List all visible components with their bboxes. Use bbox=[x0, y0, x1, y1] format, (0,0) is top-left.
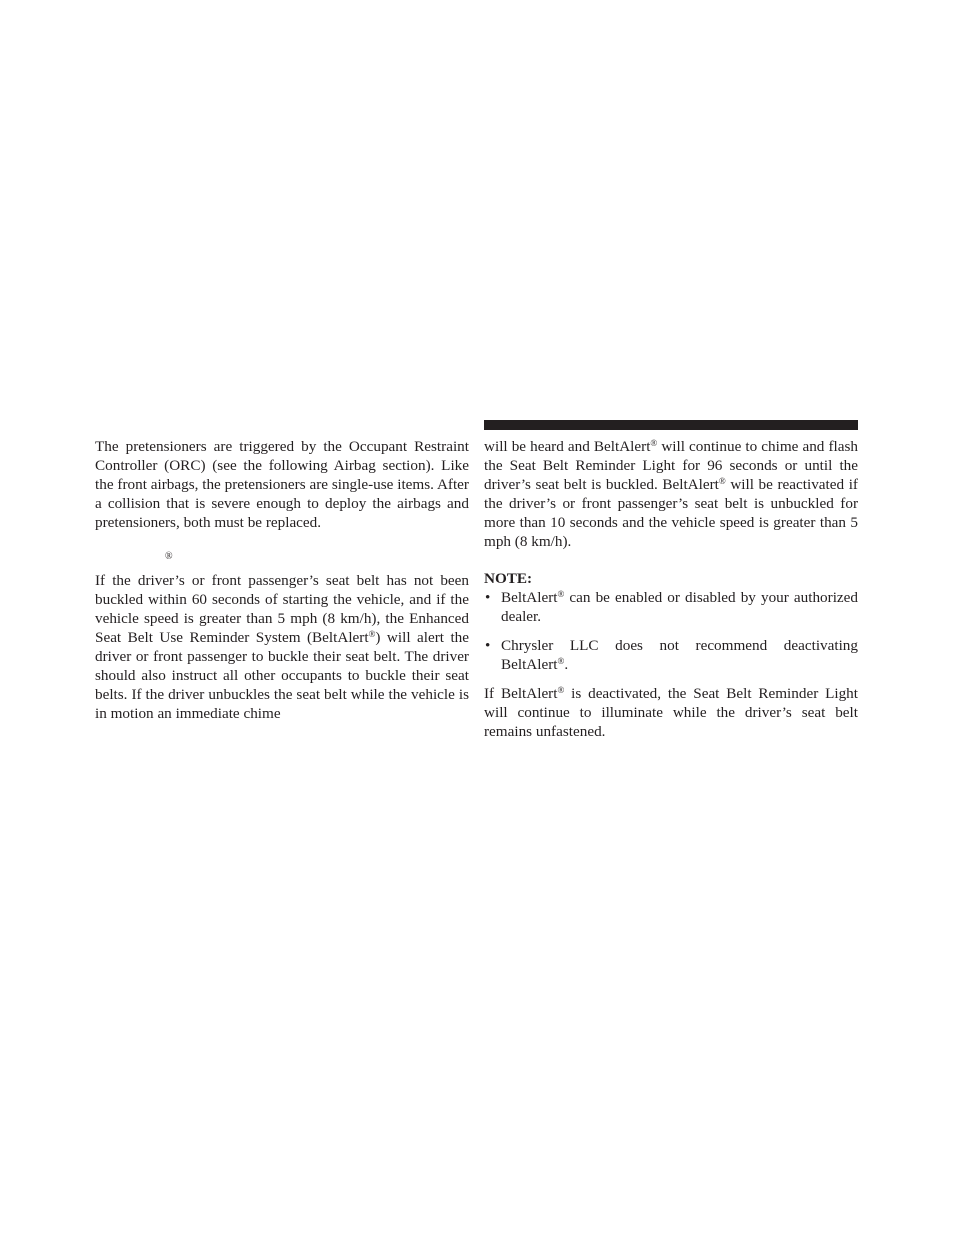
beltalert-intro-paragraph: If the driver’s or front passenger’s seat belt has not been buckled within 60 seconds of starting the vehicle, and if the vehicle speed is greater than 5 mph (8 km/h), the Enhanced Seat Belt Use Reminder System (BeltAlert®) will alert the driver or front passenger to buckle their seat belt. The driver should also instruct all other occupants to buckle their seat belts. If the driver unbuckles the seat belt while the vehicle is in motion an immediate chime bbox=[95, 572, 470, 722]
registered-mark: ® bbox=[718, 475, 726, 486]
registered-mark: ® bbox=[368, 629, 376, 640]
bullet-dot-icon: • bbox=[485, 637, 491, 655]
registered-mark: ® bbox=[650, 438, 658, 448]
note-bullet-item: • Chrysler LLC does not recommend deactivating BeltAlert®. bbox=[485, 637, 858, 674]
registered-mark: ® bbox=[557, 656, 565, 667]
bullet-dot-icon: • bbox=[485, 589, 491, 607]
registered-mark: ® bbox=[557, 589, 565, 600]
beltalert-heading bbox=[95, 551, 469, 570]
registered-mark: ® bbox=[557, 684, 565, 695]
note-bullet-list bbox=[484, 589, 858, 675]
heading-registered-mark: ® bbox=[165, 550, 173, 562]
note-bullet-item: • BeltAlert® can be enabled or disabled by your authorized dealer. bbox=[485, 589, 858, 626]
right-text-column bbox=[484, 438, 858, 742]
note-label: NOTE: bbox=[484, 570, 533, 588]
beltalert-deactivated-paragraph: If BeltAlert® is deactivated, the Seat Belt Reminder Light will continue to illuminate while the driver’s seat belt remains unfastened. bbox=[484, 684, 858, 740]
pretensioner-paragraph: The pretensioners are triggered by the Occupant Restraint Controller (ORC) (see the following Airbag section). Like the front airbags, the pretensioners are single-use items. After a collision that is severe enough to deploy the airbags and pretensioners, both must be replaced. bbox=[95, 438, 469, 531]
beltalert-continued-paragraph: will be heard and BeltAlert® will continue to chime and flash the Seat Belt Reminder Light for 96 seconds or until the driver’s seat belt is buckled. BeltAlert® will be reactivated if the driver’s or front passenger’s seat belt is unbuckled for more than 10 seconds and the vehicle speed is greater than 5 mph (8 km/h). bbox=[484, 438, 858, 550]
left-text-column bbox=[95, 438, 469, 724]
section-header-bar bbox=[484, 420, 858, 430]
